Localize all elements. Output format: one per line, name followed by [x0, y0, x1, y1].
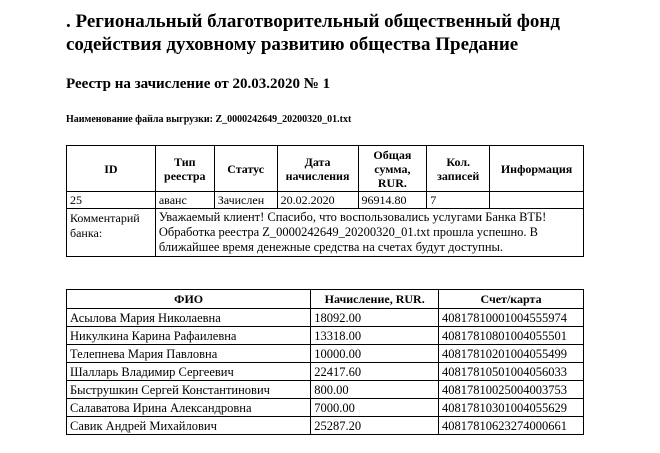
table-row	[67, 381, 584, 399]
header-count-line2: записей	[437, 168, 480, 183]
header-type-line1: Тип	[174, 154, 196, 169]
recipient-name: Савик Андрей Михайлович	[67, 417, 311, 435]
payment-amount: 800.00	[311, 381, 439, 399]
bank-comment-text: Уважаемый клиент! Спасибо, что воспользовались услугами Банка ВТБ! Обработка реестра Z_0000242649_20200320_01.txt прошла успешно. В ближайшее время денежные средства на счетах будут доступны.	[155, 209, 583, 257]
payment-amount: 18092.00	[311, 309, 439, 327]
header-count	[427, 146, 490, 192]
header-status: Статус	[214, 146, 277, 192]
table-row	[67, 399, 584, 417]
account-number: 40817810501004056033	[439, 363, 584, 381]
payment-amount: 13318.00	[311, 327, 439, 345]
export-file-name: Наименование файла выгрузки: Z_0000242649_20200320_01.txt	[66, 114, 352, 125]
bank-comment-label-line2: банка:	[70, 226, 103, 240]
header-account: Счет/карта	[439, 290, 584, 309]
registry-info	[490, 192, 584, 209]
registry-id: 25	[67, 192, 156, 209]
registry-table	[66, 145, 584, 257]
table-row	[67, 345, 584, 363]
recipient-name: Асылова Мария Николаевна	[67, 309, 311, 327]
registry-title: Реестр на зачисление от 20.03.2020 № 1	[66, 76, 331, 92]
bank-comment-label	[67, 209, 156, 257]
header-type	[155, 146, 214, 192]
registry-status: Зачислен	[214, 192, 277, 209]
header-info: Информация	[490, 146, 584, 192]
registry-comment-row	[67, 209, 584, 257]
payments-header-row	[67, 290, 584, 309]
registry-header-row	[67, 146, 584, 192]
table-row	[67, 417, 584, 435]
table-row	[67, 363, 584, 381]
account-number: 40817810623274000661	[439, 417, 584, 435]
header-sum-line3: RUR.	[377, 175, 407, 190]
header-full-name: ФИО	[67, 290, 311, 309]
account-number: 40817810201004055499	[439, 345, 584, 363]
header-count-line1: Кол.	[446, 154, 471, 169]
recipient-name: Шалларь Владимир Сергеевич	[67, 363, 311, 381]
header-date	[277, 146, 358, 192]
registry-data-row	[67, 192, 584, 209]
payment-amount: 25287.20	[311, 417, 439, 435]
header-date-line2: начисления	[285, 168, 350, 183]
registry-type: аванс	[155, 192, 214, 209]
payment-amount: 7000.00	[311, 399, 439, 417]
document-title: . Региональный благотворительный общественный фонд содействия духовному развитию общества Предание	[66, 11, 560, 55]
table-row	[67, 309, 584, 327]
account-number: 40817810001004555974	[439, 309, 584, 327]
header-sum-line1: Общая	[373, 147, 412, 162]
registry-count: 7	[427, 192, 490, 209]
header-amount: Начисление, RUR.	[311, 290, 439, 309]
table-row	[67, 327, 584, 345]
header-sum-line2: сумма,	[374, 161, 411, 176]
header-id: ID	[67, 146, 156, 192]
account-number: 40817810025004003753	[439, 381, 584, 399]
recipient-name: Быструшкин Сергей Константинович	[67, 381, 311, 399]
header-sum	[358, 146, 427, 192]
payment-amount: 22417.60	[311, 363, 439, 381]
recipient-name: Телепнева Мария Павловна	[67, 345, 311, 363]
recipient-name: Салаватова Ирина Александровна	[67, 399, 311, 417]
registry-date: 20.02.2020	[277, 192, 358, 209]
account-number: 40817810301004055629	[439, 399, 584, 417]
recipient-name: Никулкина Карина Рафаилевна	[67, 327, 311, 345]
payment-amount: 10000.00	[311, 345, 439, 363]
bank-comment-label-line1: Комментарий	[70, 211, 140, 225]
account-number: 40817810801004055501	[439, 327, 584, 345]
registry-sum: 96914.80	[358, 192, 427, 209]
payments-table	[66, 289, 584, 435]
header-date-line1: Дата	[304, 154, 331, 169]
header-type-line2: реестра	[164, 168, 206, 183]
